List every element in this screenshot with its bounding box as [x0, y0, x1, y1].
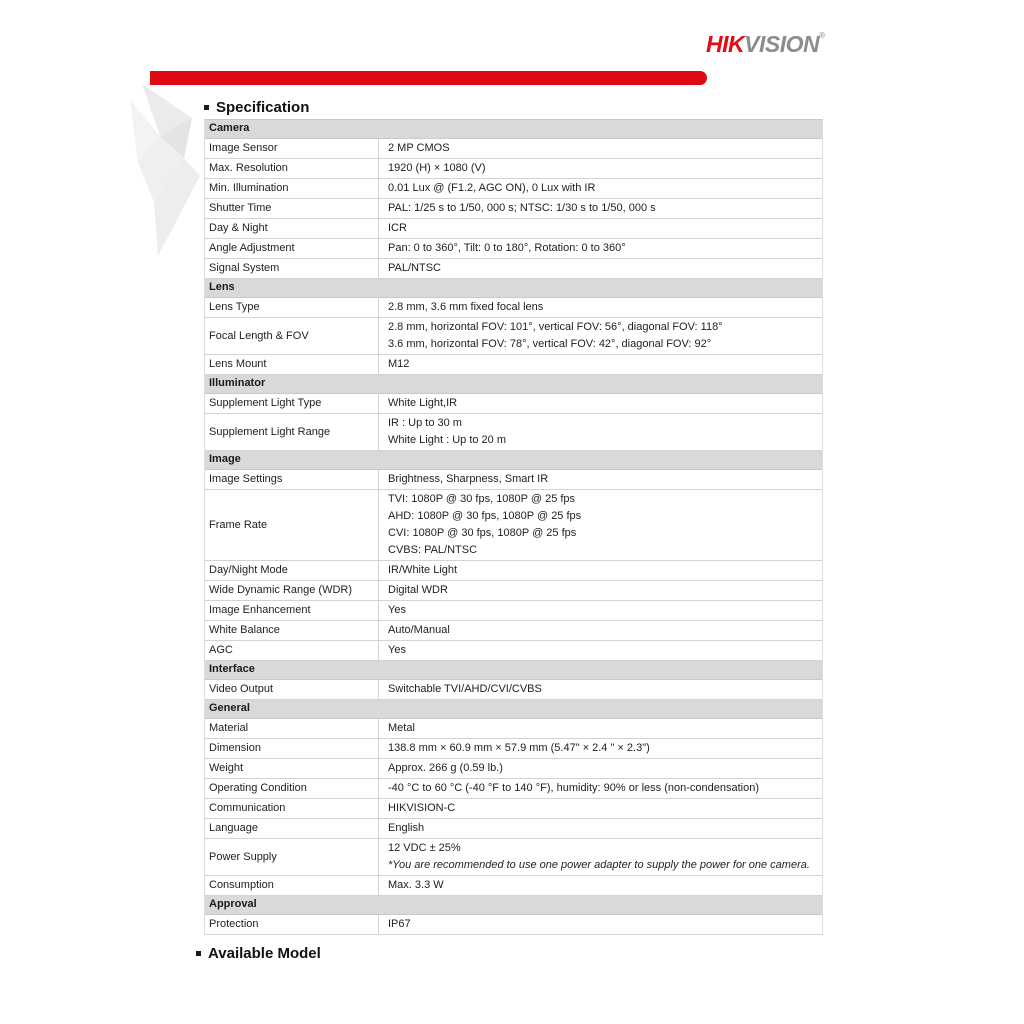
spec-row-label: Min. Illumination [205, 179, 379, 198]
spec-value-line: White Light,IR [388, 397, 458, 409]
spec-row [205, 318, 822, 355]
spec-value-line: 3.6 mm, horizontal FOV: 78°, vertical FOV: 42°, diagonal FOV: 92° [388, 338, 712, 350]
spec-row-label: Lens Type [205, 298, 379, 317]
spec-row-label: Supplement Light Range [205, 414, 379, 450]
spec-row-value [379, 490, 822, 560]
spec-row-value [379, 159, 822, 178]
section-header: Lens [205, 279, 822, 298]
spec-value-line: Approx. 266 g (0.59 lb.) [388, 762, 503, 774]
spec-row-value [379, 839, 822, 875]
spec-row-label: Language [205, 819, 379, 838]
spec-row [205, 739, 822, 759]
spec-value-line: IR : Up to 30 m [388, 417, 462, 429]
spec-value-line: CVI: 1080P @ 30 fps, 1080P @ 25 fps [388, 527, 577, 539]
specification-table [204, 119, 823, 935]
available-model-heading [196, 945, 321, 962]
spec-row-value [379, 719, 822, 738]
spec-row-value [379, 621, 822, 640]
spec-row [205, 394, 822, 414]
section-header: General [205, 700, 822, 719]
spec-value-line: Metal [388, 722, 415, 734]
spec-row [205, 799, 822, 819]
spec-value-line: AHD: 1080P @ 30 fps, 1080P @ 25 fps [388, 510, 582, 522]
spec-row-value [379, 561, 822, 580]
spec-value-line: HIKVISION-C [388, 802, 456, 814]
spec-value-line: Digital WDR [388, 584, 448, 596]
header-red-bar [150, 71, 707, 85]
spec-row-value [379, 819, 822, 838]
logo-hik-text: HIK [706, 31, 745, 57]
spec-row-label: Wide Dynamic Range (WDR) [205, 581, 379, 600]
spec-row-label: Signal System [205, 259, 379, 278]
hikvision-logo [706, 31, 825, 58]
spec-row-label: Day/Night Mode [205, 561, 379, 580]
spec-row-label: Image Sensor [205, 139, 379, 158]
spec-row-label: Weight [205, 759, 379, 778]
spec-value-line: Auto/Manual [388, 624, 450, 636]
spec-row [205, 139, 822, 159]
spec-value-line: Brightness, Sharpness, Smart IR [388, 473, 549, 485]
spec-row-value [379, 470, 822, 489]
spec-row-label: Video Output [205, 680, 379, 699]
spec-value-line: Yes [388, 604, 406, 616]
spec-row-value [379, 318, 822, 354]
spec-row [205, 621, 822, 641]
spec-row-value [379, 259, 822, 278]
spec-row [205, 915, 822, 935]
spec-row [205, 876, 822, 896]
spec-row-value [379, 799, 822, 818]
spec-row [205, 355, 822, 375]
spec-value-line: Yes [388, 644, 406, 656]
specification-heading-label: Specification [216, 99, 310, 116]
specification-heading [204, 99, 309, 116]
spec-row [205, 470, 822, 490]
spec-value-line: 2.8 mm, horizontal FOV: 101°, vertical FOV: 56°, diagonal FOV: 118° [388, 321, 723, 333]
spec-row [205, 601, 822, 621]
spec-row-label: Shutter Time [205, 199, 379, 218]
spec-row [205, 219, 822, 239]
spec-row [205, 819, 822, 839]
spec-row-value [379, 641, 822, 660]
spec-row-value [379, 915, 822, 934]
spec-value-line: TVI: 1080P @ 30 fps, 1080P @ 25 fps [388, 493, 576, 505]
spec-row [205, 490, 822, 561]
spec-row-value [379, 581, 822, 600]
spec-row-value [379, 394, 822, 413]
spec-row [205, 414, 822, 451]
spec-row [205, 581, 822, 601]
spec-row [205, 839, 822, 876]
spec-value-line: White Light : Up to 20 m [388, 434, 506, 446]
spec-value-line: -40 °C to 60 °C (-40 °F to 140 °F), humidity: 90% or less (non-condensation) [388, 782, 759, 794]
section-header: Camera [205, 120, 822, 139]
spec-row-label: Image Settings [205, 470, 379, 489]
spec-row [205, 239, 822, 259]
spec-value-line: IR/White Light [388, 564, 458, 576]
spec-value-line: IP67 [388, 918, 411, 930]
spec-row-value [379, 298, 822, 317]
spec-row-label: Dimension [205, 739, 379, 758]
spec-row-value [379, 139, 822, 158]
spec-value-line: Pan: 0 to 360°, Tilt: 0 to 180°, Rotation: 0 to 360° [388, 242, 626, 254]
spec-value-note: *You are recommended to use one power adapter to supply the power for one camera. [388, 859, 810, 871]
available-model-heading-label: Available Model [208, 945, 321, 962]
square-bullet-icon [196, 951, 201, 956]
section-header: Approval [205, 896, 822, 915]
spec-row-label: Frame Rate [205, 490, 379, 560]
spec-row [205, 199, 822, 219]
spec-value-line: 1920 (H) × 1080 (V) [388, 162, 486, 174]
spec-row-label: Day & Night [205, 219, 379, 238]
spec-row-label: AGC [205, 641, 379, 660]
spec-value-line: 2.8 mm, 3.6 mm fixed focal lens [388, 301, 544, 313]
spec-row-label: Consumption [205, 876, 379, 895]
spec-value-line: 0.01 Lux @ (F1.2, AGC ON), 0 Lux with IR [388, 182, 596, 194]
spec-row-value [379, 179, 822, 198]
spec-row-label: Power Supply [205, 839, 379, 875]
spec-value-line: English [388, 822, 425, 834]
spec-row [205, 759, 822, 779]
section-header: Interface [205, 661, 822, 680]
spec-value-line: Max. 3.3 W [388, 879, 444, 891]
spec-row [205, 159, 822, 179]
spec-row [205, 719, 822, 739]
spec-row-value [379, 680, 822, 699]
section-header: Image [205, 451, 822, 470]
spec-value-line: PAL/NTSC [388, 262, 441, 274]
spec-value-line: CVBS: PAL/NTSC [388, 544, 478, 556]
spec-row-value [379, 355, 822, 374]
spec-value-line: PAL: 1/25 s to 1/50, 000 s; NTSC: 1/30 s to 1/50, 000 s [388, 202, 656, 214]
spec-row-label: Communication [205, 799, 379, 818]
spec-row [205, 179, 822, 199]
square-bullet-icon [204, 105, 209, 110]
spec-row-value [379, 414, 822, 450]
spec-row-value [379, 199, 822, 218]
spec-row-label: Protection [205, 915, 379, 934]
spec-row [205, 779, 822, 799]
spec-row-label: Operating Condition [205, 779, 379, 798]
spec-row [205, 641, 822, 661]
spec-row-value [379, 779, 822, 798]
spec-row-value [379, 601, 822, 620]
registered-trademark: ® [819, 31, 825, 40]
spec-row-label: Material [205, 719, 379, 738]
spec-row-value [379, 759, 822, 778]
spec-row-value [379, 739, 822, 758]
logo-vision-text: VISION [744, 31, 820, 57]
spec-row-value [379, 876, 822, 895]
spec-row-label: Image Enhancement [205, 601, 379, 620]
spec-row-label: Supplement Light Type [205, 394, 379, 413]
spec-value-line: 12 VDC ± 25% [388, 842, 461, 854]
spec-row-label: Max. Resolution [205, 159, 379, 178]
spec-row-value [379, 239, 822, 258]
spec-value-line: 2 MP CMOS [388, 142, 450, 154]
spec-row [205, 680, 822, 700]
spec-row [205, 298, 822, 318]
spec-value-line: 138.8 mm × 60.9 mm × 57.9 mm (5.47" × 2.4 " × 2.3") [388, 742, 650, 754]
spec-row-label: Angle Adjustment [205, 239, 379, 258]
spec-row-label: Lens Mount [205, 355, 379, 374]
spec-row [205, 561, 822, 581]
spec-value-line: M12 [388, 358, 410, 370]
spec-value-line: ICR [388, 222, 407, 234]
spec-row-value [379, 219, 822, 238]
spec-row-label: Focal Length & FOV [205, 318, 379, 354]
spec-row [205, 259, 822, 279]
spec-row-label: White Balance [205, 621, 379, 640]
spec-value-line: Switchable TVI/AHD/CVI/CVBS [388, 683, 542, 695]
section-header: Illuminator [205, 375, 822, 394]
